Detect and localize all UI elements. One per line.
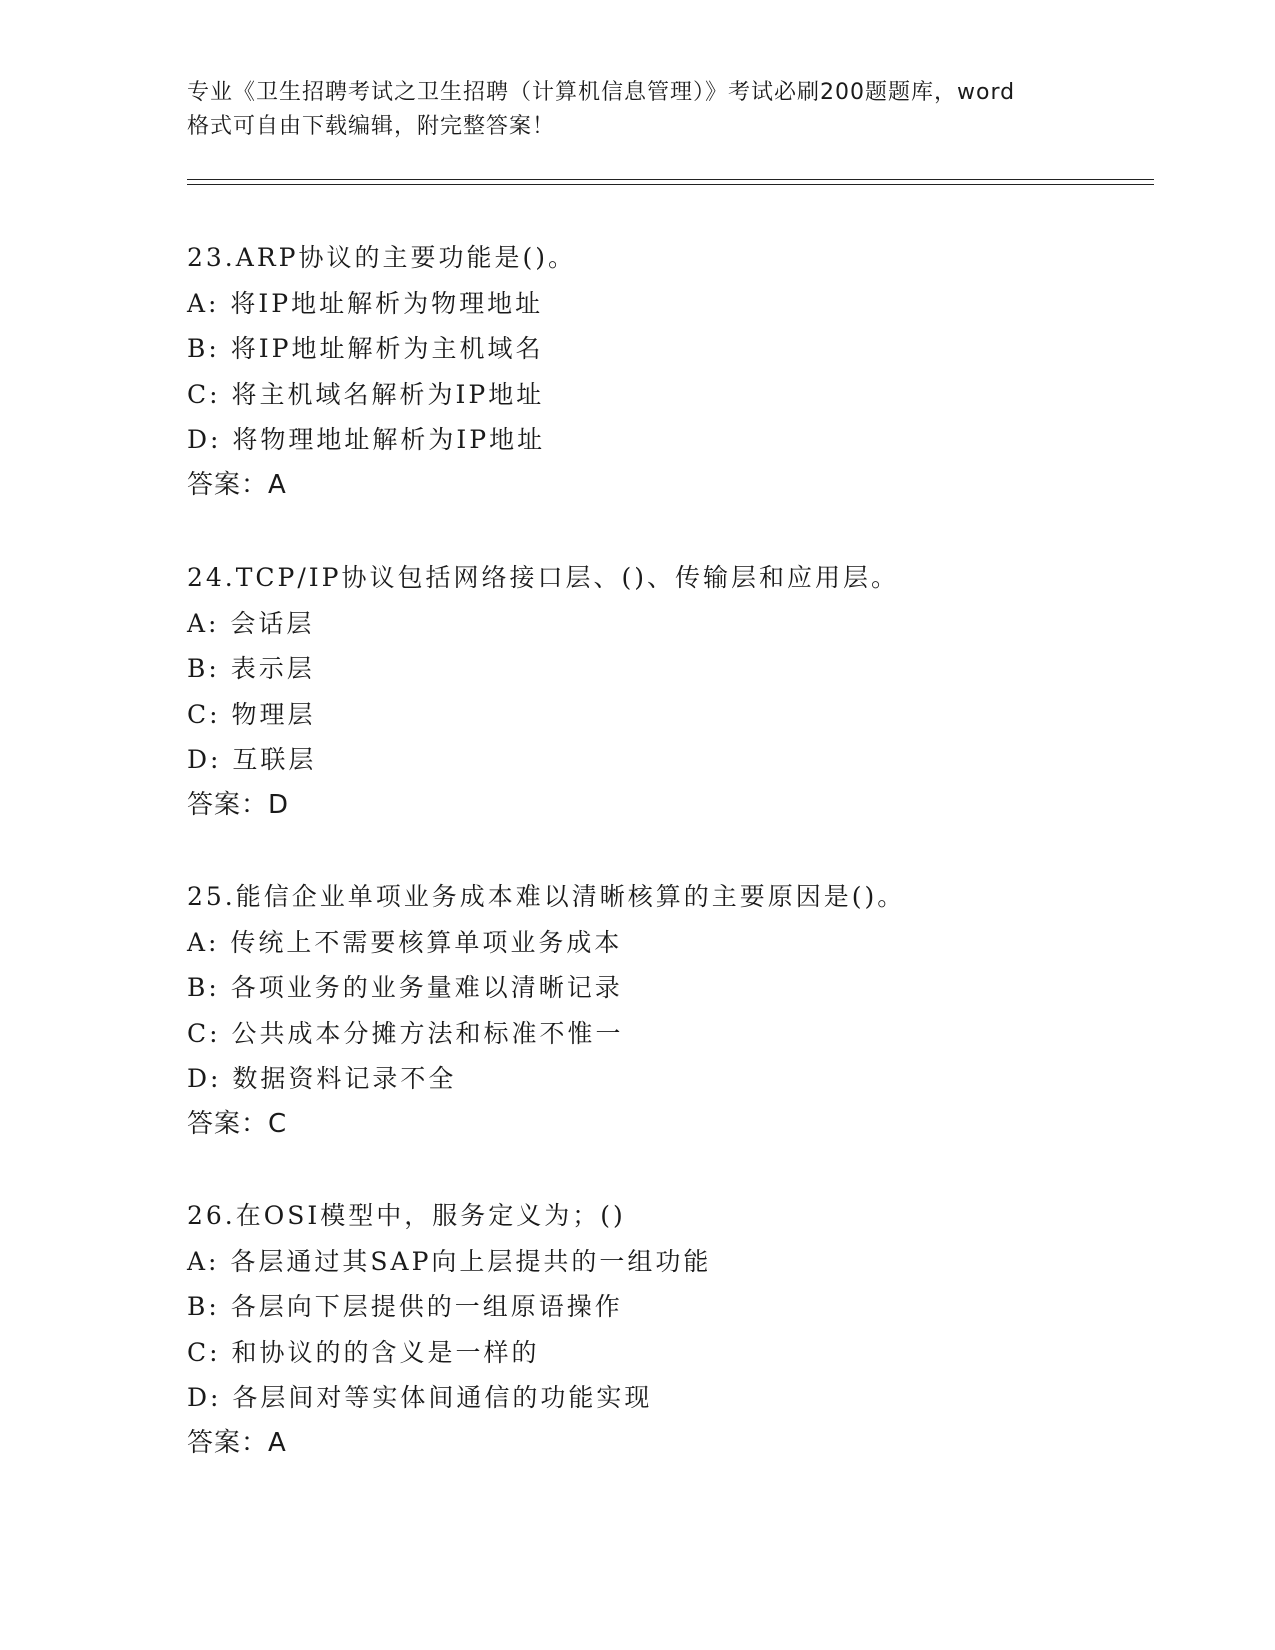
option-c: C: 将主机域名解析为IP地址 [187,379,545,409]
question-25 [187,874,1147,1147]
option-a: A: 将IP地址解析为物理地址 [187,288,544,318]
option-b: B: 各层向下层提供的一组原语操作 [187,1292,623,1321]
answer: 答案：A [187,1427,287,1458]
option-c: C: 公共成本分摊方法和标准不惟一 [187,1018,624,1048]
question-stem: 26.在OSI模型中，服务定义为；() [187,1201,626,1230]
header-divider-top [187,179,1154,180]
option-a: A: 各层通过其SAP向上层提共的一组功能 [187,1246,712,1276]
answer: 答案：D [187,789,290,820]
header-divider-bottom [187,184,1154,185]
option-d: D: 数据资料记录不全 [187,1064,457,1093]
question-stem: 25.能信企业单项业务成本难以清晰核算的主要原因是()。 [187,882,906,911]
option-a: A: 传统上不需要核算单项业务成本 [187,927,623,957]
option-c: C: 和协议的的含义是一样的 [187,1337,540,1367]
question-stem: 24.TCP/IP协议包括网络接口层、()、传输层和应用层。 [187,563,900,592]
option-d: D: 互联层 [187,745,317,774]
question-23 [187,235,1147,508]
option-b: B: 将IP地址解析为主机域名 [187,334,544,363]
option-a: A: 会话层 [187,608,315,638]
option-c: C: 物理层 [187,699,316,729]
option-d: D: 各层间对等实体间通信的功能实现 [187,1383,653,1412]
answer: 答案：A [187,469,287,500]
option-b: B: 各项业务的业务量难以清晰记录 [187,973,623,1002]
option-d: D: 将物理地址解析为IP地址 [187,425,546,454]
answer: 答案：C [187,1108,288,1139]
question-24 [187,555,1147,828]
header-line-2: 格式可自由下载编辑，附完整答案！ [187,114,556,139]
option-b: B: 表示层 [187,654,315,683]
question-26 [187,1193,1147,1466]
document-header [187,76,1087,144]
header-line-1: 专业《卫生招聘考试之卫生招聘（计算机信息管理）》考试必刷200题题库，word [187,80,1016,105]
question-stem: 23.ARP协议的主要功能是()。 [187,243,576,272]
